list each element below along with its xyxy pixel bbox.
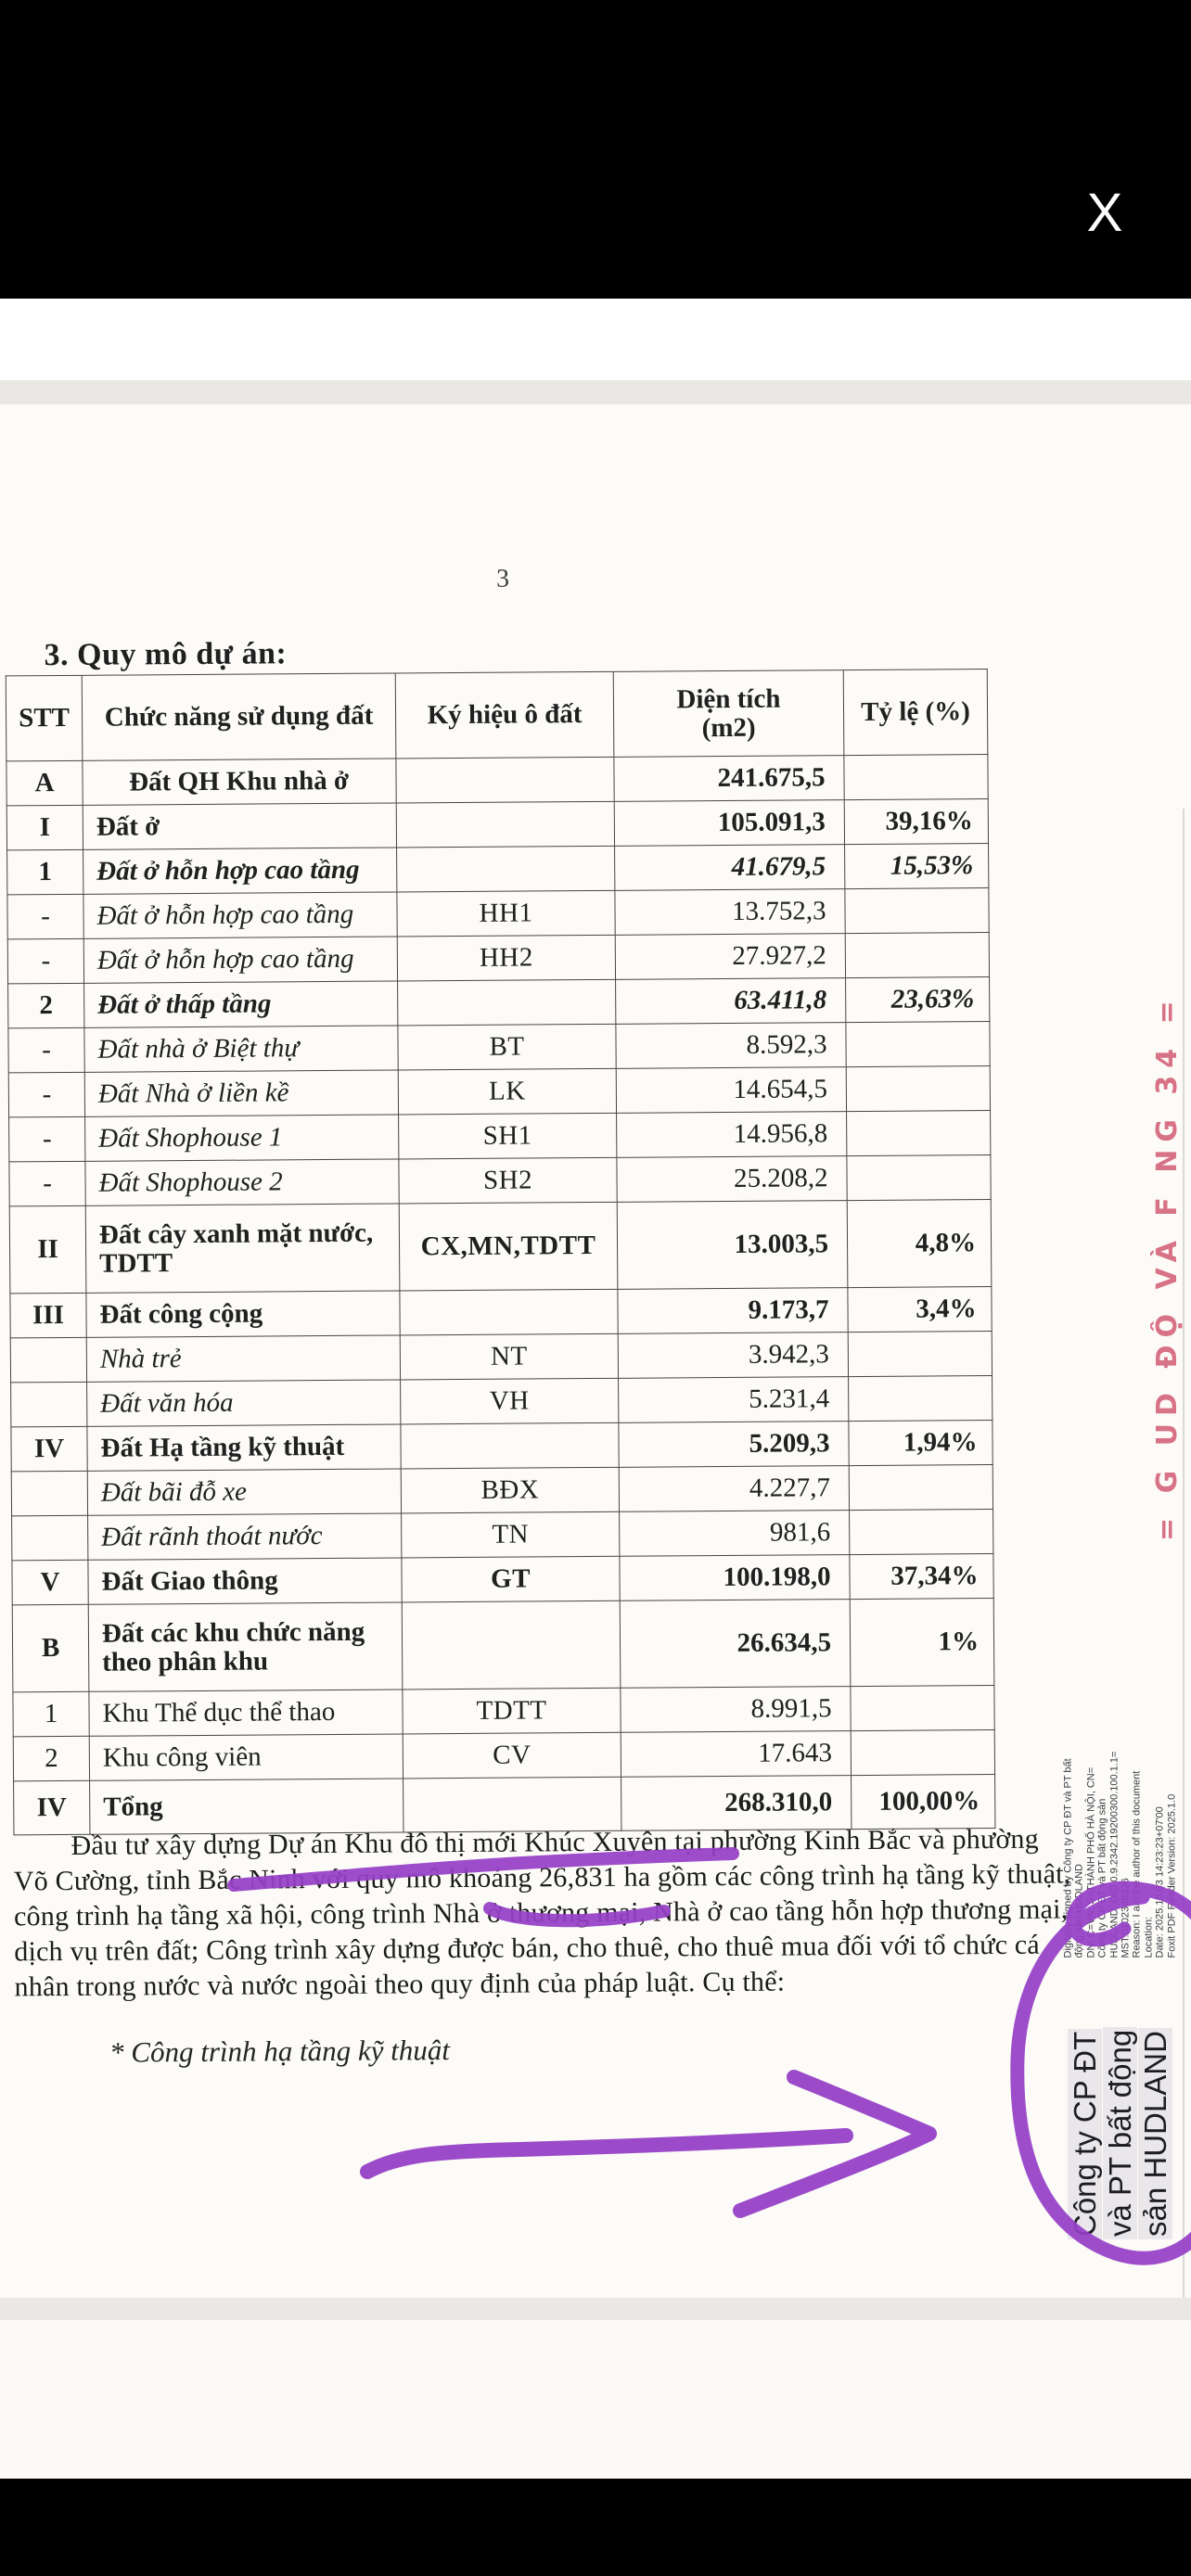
table-row (9, 1111, 991, 1162)
cell-pct: 15,53% (845, 844, 989, 889)
cell-sym: BT (398, 1024, 616, 1070)
cell-desc: Đất văn hóa (87, 1380, 401, 1426)
signature-detail-line: động sản HUDLAND (1073, 1864, 1085, 1958)
paragraph-line: Đầu tư xây dựng Dự án Khu đô thị mới Khúc Xuyên tại phường Kinh Bắc và phường (70, 1823, 1039, 1861)
cell-pct: 1,94% (849, 1421, 992, 1466)
cell-stt: A (6, 760, 83, 806)
cell-pct (847, 1111, 991, 1156)
cell-desc: Đất ở hỗn hợp cao tầng (83, 937, 397, 983)
close-button[interactable]: X (1063, 174, 1146, 252)
paragraph-line: nhân trong nước và nước ngoài theo quy định của pháp luật. Cụ thể: (14, 1966, 786, 2003)
section-title: 3. Quy mô dự án: (44, 636, 288, 673)
table-row (12, 1510, 993, 1561)
cell-stt: 1 (7, 849, 83, 895)
cell-stt: 2 (8, 983, 84, 1028)
cell-pct (845, 888, 989, 934)
cell-pct (848, 1332, 992, 1377)
table-row (7, 844, 989, 895)
table-row (10, 1287, 992, 1338)
signature-name-line: sản HUDLAND (1138, 1933, 1173, 2239)
cell-stt (11, 1471, 87, 1516)
cell-sym (402, 1600, 621, 1690)
signature-detail-line: Date: 2025.10.03 14:23:23+07'00 (1154, 1806, 1166, 1958)
cell-desc: Đất nhà ở Biệt thự (84, 1026, 398, 1072)
cell-pct (847, 1155, 991, 1201)
cell-area: 8.592,3 (616, 1023, 846, 1069)
cell-pct: 39,16% (844, 799, 988, 845)
cell-sym: NT (400, 1333, 618, 1380)
table-row (9, 1200, 992, 1294)
previous-page-bottom (0, 299, 1191, 380)
table-row (11, 1376, 992, 1427)
cell-sym (396, 801, 614, 848)
cell-desc: Khu công viên (89, 1734, 403, 1780)
cell-desc: Tổng (90, 1779, 403, 1834)
cell-sym (400, 1289, 618, 1335)
cell-desc: Đất ở (83, 803, 396, 849)
cell-stt: IV (11, 1426, 87, 1472)
cell-area: 14.654,5 (616, 1067, 846, 1114)
signature-detail-line: HUDLAND, OID.0.9.2342.19200300.100.1.1= (1108, 1751, 1121, 1958)
table-row (11, 1421, 992, 1472)
cell-stt: IV (14, 1780, 90, 1835)
cell-desc: Đất bãi đỗ xe (87, 1469, 401, 1515)
cell-area: 5.231,4 (619, 1377, 849, 1423)
digital-signature-name (1068, 1933, 1175, 2239)
cell-pct (850, 1510, 993, 1555)
cell-sym: SH2 (399, 1157, 617, 1204)
cell-area: 27.927,2 (615, 934, 845, 980)
cell-area: 63.411,8 (616, 978, 846, 1025)
viewer-top-bar (0, 0, 1191, 299)
cell-sym (398, 979, 616, 1026)
cell-desc: Đất Shophouse 2 (85, 1159, 399, 1205)
cell-sym (403, 1777, 621, 1832)
cell-area: 268.310,0 (621, 1776, 852, 1831)
table-row (13, 1685, 994, 1736)
cell-pct (846, 1066, 990, 1112)
cell-desc: Đất ở hỗn hợp cao tầng (83, 848, 397, 894)
cell-area: 105.091,3 (614, 800, 844, 847)
next-page-top (0, 2320, 1191, 2479)
cell-stt: - (7, 894, 83, 939)
signature-name-line: Công ty CP ĐT (1068, 1933, 1103, 2239)
table-row (11, 1465, 992, 1516)
cell-stt (11, 1382, 87, 1427)
cell-pct: 3,4% (848, 1287, 992, 1333)
cell-sym: HH1 (397, 890, 615, 937)
table-row (7, 888, 989, 939)
cell-sym: TN (402, 1511, 620, 1558)
cell-pct (849, 1376, 992, 1422)
table-row (6, 799, 988, 850)
cell-sym: CX,MN,TDTT (399, 1202, 618, 1291)
cell-desc: Đất các khu chức năng theo phân khu (88, 1602, 403, 1691)
signature-detail-line: Reason: I am the author of this document (1131, 1770, 1143, 1958)
paragraph-line: công trình hạ tầng xã hội, công trình Nhà ở thương mại, Nhà ở cao tầng hỗn hợp thương mại, (13, 1894, 1069, 1932)
cell-pct: 4,8% (847, 1200, 992, 1288)
cell-area: 41.679,5 (615, 845, 845, 891)
cell-sym: GT (402, 1556, 620, 1602)
cell-desc: Đất QH Khu nhà ở (83, 759, 396, 805)
cell-pct: 23,63% (846, 977, 990, 1023)
cell-area: 14.956,8 (617, 1112, 847, 1158)
table-row (6, 755, 988, 806)
body-paragraph (13, 1821, 1090, 2005)
pdf-page[interactable] (0, 404, 1191, 2298)
table-row (10, 1332, 992, 1383)
signature-name-line: và PT bất động (1103, 1933, 1138, 2239)
cell-area: 981,6 (620, 1511, 850, 1557)
cell-area: 100.198,0 (620, 1555, 850, 1601)
cell-stt: - (7, 938, 83, 984)
table-row (13, 1729, 994, 1780)
scanned-document (0, 401, 1191, 2302)
cell-sym: HH2 (397, 935, 615, 981)
cell-stt: - (8, 1072, 84, 1117)
signature-detail-line: DN: C=VN, S=THÀNH PHỐ HÀ NỘI, CN= (1085, 1766, 1097, 1958)
cell-desc: Đất công cộng (86, 1291, 400, 1337)
cell-sym: VH (401, 1378, 619, 1424)
column-header: Diện tích (m2) (613, 670, 844, 758)
table-row (12, 1554, 993, 1605)
cell-area: 17.643 (621, 1731, 851, 1778)
cell-stt (10, 1337, 86, 1383)
cell-pct: 37,34% (850, 1554, 993, 1600)
viewer-bottom-bar (0, 2479, 1191, 2576)
cell-stt: - (8, 1027, 84, 1073)
cell-area: 241.675,5 (614, 756, 844, 802)
cell-pct: 1% (850, 1598, 994, 1686)
table-row (7, 933, 989, 984)
signature-detail-line: Digitally signed by Công ty CP ĐT và PT bất (1062, 1758, 1074, 1958)
page-number: 3 (495, 564, 510, 593)
cell-area: 13.003,5 (617, 1201, 848, 1290)
cell-stt: - (9, 1116, 85, 1162)
cell-pct (845, 933, 989, 978)
cell-stt (12, 1515, 88, 1561)
page-separator (0, 2298, 1191, 2320)
table-header-row (6, 670, 988, 761)
cell-area: 4.227,7 (619, 1466, 849, 1512)
cell-stt: II (9, 1205, 86, 1294)
signature-detail-line: MST:0102340326 (1120, 1878, 1132, 1958)
cell-sym (397, 846, 615, 892)
digital-signature-details (1063, 1680, 1179, 1958)
cell-desc: Đất Giao thông (88, 1558, 402, 1604)
footnote: * Công trình hạ tầng kỹ thuật (109, 2034, 451, 2069)
cell-pct (851, 1685, 994, 1730)
land-use-table (6, 669, 996, 1835)
cell-desc: Đất Shophouse 1 (85, 1115, 399, 1161)
cell-area: 9.173,7 (618, 1288, 848, 1334)
cell-stt: V (12, 1560, 88, 1605)
cell-desc: Đất Nhà ở liền kề (84, 1070, 398, 1116)
signature-detail-line: Foxit PDF Reader Version: 2025.1.0 (1166, 1793, 1178, 1958)
cell-desc: Đất ở hỗn hợp cao tầng (83, 892, 397, 938)
cell-pct (844, 755, 988, 800)
cell-sym (401, 1422, 619, 1469)
paragraph-line: dịch vụ trên đất; Công trình xây dựng được bán, cho thuê, cho thuê mua đối với tổ chức cá (14, 1929, 1041, 1968)
column-header: Tỷ lệ (%) (843, 670, 988, 756)
cell-stt: B (12, 1604, 89, 1692)
cell-desc: Đất rãnh thoát nước (88, 1513, 402, 1560)
cell-sym: LK (398, 1068, 616, 1115)
cell-stt: 2 (13, 1736, 89, 1781)
table-row (9, 1155, 991, 1206)
cell-area: 26.634,5 (620, 1600, 851, 1689)
column-header: Ký hiệu ô đất (395, 671, 614, 759)
cell-sym: TDTT (403, 1688, 621, 1734)
cell-area: 8.991,5 (621, 1687, 851, 1733)
cell-desc: Đất ở thấp tầng (84, 981, 398, 1027)
cell-area: 3.942,3 (618, 1333, 848, 1379)
cell-sym: BĐX (401, 1467, 619, 1513)
red-margin-note: = G UD ĐỘ VÀ F NG 34 = (1151, 993, 1184, 1541)
cell-desc: Nhà trẻ (86, 1335, 400, 1382)
cell-desc: Đất Hạ tầng kỹ thuật (87, 1424, 401, 1471)
cell-stt: - (9, 1161, 85, 1206)
cell-sym (396, 757, 614, 803)
signature-detail-line: Công ty CP ĐT và PT bất động sản (1096, 1798, 1108, 1958)
cell-pct (851, 1729, 994, 1775)
cell-stt: 1 (13, 1691, 89, 1737)
table-row (8, 1022, 990, 1073)
cell-sym: CV (403, 1732, 621, 1779)
signature-detail-line: Location: (1143, 1916, 1155, 1958)
cell-area: 25.208,2 (617, 1156, 847, 1203)
cell-area: 13.752,3 (615, 889, 845, 936)
paragraph-line: Võ Cường, tỉnh Bắc Ninh với quy mô khoảng 26,831 ha gồm các công trình hạ tầng kỹ thuật, (13, 1858, 1071, 1897)
table-row (8, 977, 990, 1028)
cell-desc: Khu Thể dục thể thao (89, 1690, 403, 1736)
cell-desc: Đất cây xanh mặt nước, TDTT (85, 1204, 400, 1293)
cell-stt: III (10, 1293, 86, 1338)
cell-stt: I (6, 805, 83, 850)
table-row (8, 1066, 990, 1117)
cell-sym: SH1 (399, 1113, 617, 1159)
cell-area: 5.209,3 (619, 1422, 849, 1468)
column-header: STT (6, 675, 83, 761)
cell-pct (846, 1022, 990, 1067)
table-row (12, 1598, 994, 1691)
column-header: Chức năng sử dụng đất (82, 673, 396, 760)
cell-pct (849, 1465, 992, 1511)
cell-pct: 100,00% (852, 1774, 995, 1829)
